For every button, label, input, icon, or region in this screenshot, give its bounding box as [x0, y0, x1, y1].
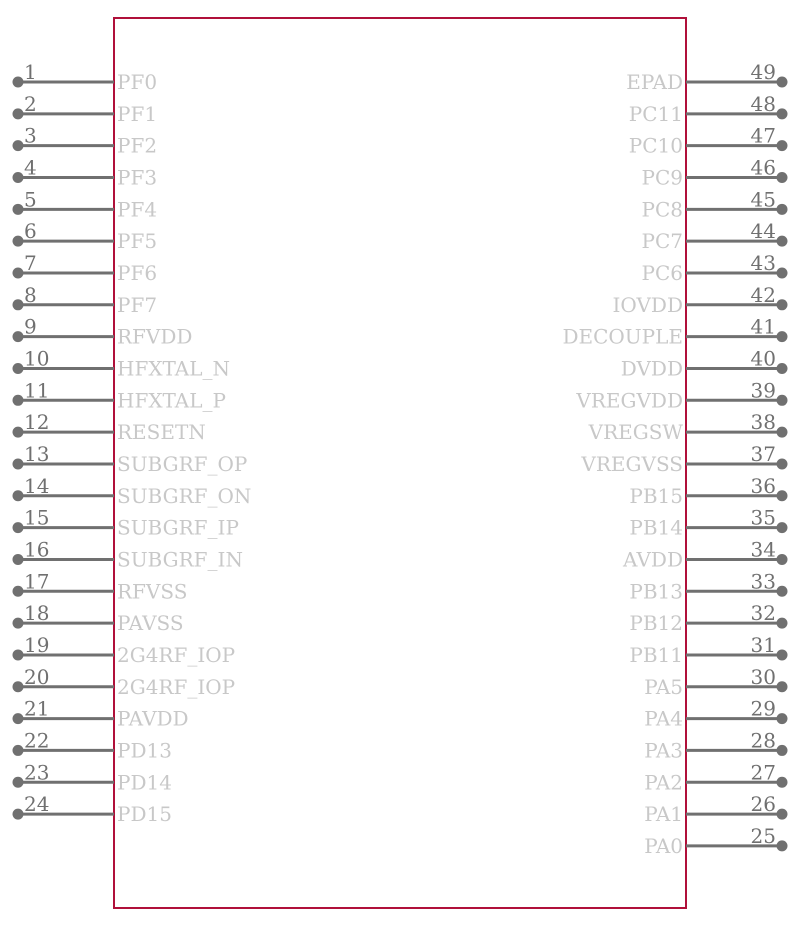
- pin-name: PF0: [117, 70, 158, 94]
- left-pin-group: [13, 60, 252, 826]
- pin-endpoint-dot: [777, 363, 788, 374]
- pin-7: [13, 251, 158, 285]
- pin-name: PF3: [117, 165, 158, 190]
- pin-number: 14: [24, 473, 50, 498]
- pin-name: RFVDD: [117, 324, 193, 349]
- pin-endpoint-dot: [777, 777, 788, 788]
- pin-number: 8: [24, 282, 37, 307]
- pin-27: [644, 760, 787, 794]
- pin-name: PA0: [644, 833, 683, 858]
- pin-name: PA5: [644, 674, 683, 699]
- pin-name: PC6: [641, 260, 683, 285]
- pin-number: 27: [750, 760, 776, 785]
- pin-endpoint-dot: [777, 77, 788, 88]
- pin-number: 26: [750, 792, 776, 817]
- pin-number: 9: [24, 314, 37, 339]
- pin-21: [13, 697, 189, 731]
- pin-37: [580, 442, 787, 476]
- pin-name: PF2: [117, 133, 158, 158]
- pin-name: PF4: [117, 197, 158, 222]
- pin-name: PC11: [628, 101, 683, 126]
- pin-name: RFVSS: [117, 579, 188, 604]
- pin-40: [621, 346, 788, 380]
- pin-5: [13, 187, 158, 221]
- pin-41: [562, 315, 787, 349]
- pin-43: [642, 251, 788, 285]
- pin-name: SUBGRF_OP: [117, 451, 248, 476]
- pin-28: [644, 728, 787, 762]
- pin-name: PF5: [117, 229, 158, 254]
- pin-number: 36: [750, 473, 776, 498]
- pin-name: RESETN: [117, 420, 206, 445]
- pin-endpoint-dot: [13, 299, 24, 310]
- pin-number: 22: [24, 728, 50, 753]
- pin-32: [629, 601, 787, 635]
- pin-number: 13: [24, 441, 50, 466]
- pin-endpoint-dot: [13, 618, 24, 629]
- pin-number: 44: [750, 219, 776, 244]
- pin-endpoint-dot: [777, 522, 788, 533]
- pin-number: 2: [24, 91, 37, 116]
- pin-name: PAVDD: [117, 706, 189, 731]
- pin-44: [642, 219, 788, 253]
- pin-endpoint-dot: [13, 395, 24, 406]
- pin-name: VREGVDD: [576, 388, 683, 413]
- pin-number: 5: [24, 187, 37, 212]
- pin-number: 11: [24, 378, 50, 403]
- pin-46: [642, 155, 788, 189]
- pin-endpoint-dot: [13, 267, 24, 278]
- pin-name: SUBGRF_IP: [117, 515, 239, 540]
- pin-name: PC9: [641, 165, 683, 190]
- pin-number: 7: [24, 250, 37, 275]
- pin-number: 28: [750, 728, 776, 753]
- pin-endpoint-dot: [13, 427, 24, 438]
- pin-endpoint-dot: [777, 649, 788, 660]
- pin-endpoint-dot: [777, 395, 788, 406]
- pin-name: PAVSS: [117, 611, 184, 636]
- pin-endpoint-dot: [777, 586, 788, 597]
- pin-19: [13, 633, 236, 667]
- pin-number: 41: [750, 314, 776, 339]
- pin-number: 42: [750, 282, 776, 307]
- pin-1: [13, 60, 158, 94]
- pin-endpoint-dot: [777, 458, 788, 469]
- pin-16: [13, 537, 243, 571]
- pin-endpoint-dot: [13, 777, 24, 788]
- pin-number: 4: [24, 155, 37, 180]
- pin-30: [644, 665, 787, 699]
- pin-endpoint-dot: [13, 204, 24, 215]
- pin-number: 29: [750, 696, 776, 721]
- pin-45: [642, 187, 788, 221]
- pin-endpoint-dot: [13, 458, 24, 469]
- pin-number: 19: [24, 632, 50, 657]
- pin-name: PC10: [628, 133, 683, 158]
- pin-endpoint-dot: [777, 108, 788, 119]
- pin-34: [622, 537, 787, 571]
- pin-name: PA1: [644, 802, 683, 827]
- pin-name: SUBGRF_ON: [117, 483, 252, 508]
- pin-number: 46: [750, 155, 776, 180]
- pin-name: PD14: [117, 770, 172, 795]
- pin-6: [13, 219, 158, 253]
- pin-endpoint-dot: [777, 713, 788, 724]
- pin-23: [13, 760, 172, 794]
- pin-number: 12: [24, 410, 50, 435]
- pin-49: [626, 60, 787, 94]
- pin-name: SUBGRF_IN: [117, 547, 243, 572]
- pin-endpoint-dot: [13, 809, 24, 820]
- pin-18: [13, 601, 184, 635]
- pin-endpoint-dot: [13, 490, 24, 501]
- pin-name: PA4: [644, 706, 683, 731]
- pin-20: [13, 665, 236, 699]
- pin-39: [575, 378, 787, 412]
- pin-endpoint-dot: [13, 236, 24, 247]
- pin-endpoint-dot: [13, 745, 24, 756]
- pin-24: [13, 792, 172, 826]
- pin-13: [13, 442, 248, 476]
- pin-number: 1: [24, 60, 37, 84]
- pin-22: [13, 728, 172, 762]
- pin-endpoint-dot: [777, 840, 788, 851]
- pin-name: PD13: [117, 738, 172, 763]
- pin-number: 39: [750, 378, 776, 403]
- pin-number: 38: [750, 410, 776, 435]
- pin-endpoint-dot: [777, 490, 788, 501]
- pin-25: [644, 824, 787, 858]
- pin-number: 35: [750, 505, 776, 530]
- pin-name: DVDD: [620, 356, 683, 381]
- pin-name: PB15: [629, 483, 683, 508]
- pin-name: PF6: [117, 260, 158, 285]
- pin-name: AVDD: [623, 547, 683, 572]
- pin-endpoint-dot: [13, 586, 24, 597]
- pin-number: 23: [24, 760, 50, 785]
- pin-name: PF7: [117, 292, 158, 317]
- pin-number: 10: [24, 346, 50, 371]
- pin-name: HFXTAL_P: [117, 388, 226, 413]
- pin-14: [13, 474, 252, 508]
- pin-number: 6: [24, 219, 37, 244]
- pin-29: [644, 697, 787, 731]
- pin-endpoint-dot: [777, 172, 788, 183]
- pin-name: PD15: [117, 802, 172, 827]
- pin-number: 17: [24, 569, 50, 594]
- pin-17: [13, 569, 188, 603]
- pin-endpoint-dot: [13, 108, 24, 119]
- pin-number: 47: [750, 123, 776, 148]
- pin-name: PC8: [641, 197, 683, 222]
- pin-number: 32: [750, 601, 776, 626]
- pin-number: 33: [750, 569, 776, 594]
- pin-35: [629, 506, 787, 540]
- pin-name: PB13: [629, 579, 683, 604]
- pin-11: [13, 378, 226, 412]
- pin-48: [629, 92, 788, 126]
- pin-36: [629, 474, 787, 508]
- pin-endpoint-dot: [13, 554, 24, 565]
- pin-endpoint-dot: [777, 809, 788, 820]
- pin-number: 31: [750, 632, 776, 657]
- pin-name: IOVDD: [612, 292, 683, 317]
- pin-4: [13, 155, 158, 189]
- pin-name: PB11: [629, 642, 683, 667]
- pin-number: 40: [750, 346, 776, 371]
- right-pin-group: [562, 60, 787, 858]
- pin-name: HFXTAL_N: [117, 356, 231, 381]
- pin-name: PC7: [641, 229, 683, 254]
- pin-endpoint-dot: [13, 363, 24, 374]
- pin-name: PB14: [629, 515, 683, 540]
- pin-3: [13, 124, 158, 158]
- pin-10: [13, 346, 231, 380]
- pin-number: 49: [750, 60, 776, 84]
- pin-26: [644, 792, 787, 826]
- pin-42: [613, 283, 788, 317]
- pin-31: [629, 633, 787, 667]
- pin-number: 45: [750, 187, 776, 212]
- pin-endpoint-dot: [13, 649, 24, 660]
- pin-name: EPAD: [626, 70, 683, 94]
- pin-number: 37: [750, 441, 776, 466]
- pin-name: 2G4RF_IOP: [117, 674, 236, 699]
- pin-number: 43: [750, 250, 776, 275]
- pin-9: [13, 315, 193, 349]
- pin-endpoint-dot: [777, 618, 788, 629]
- pin-47: [629, 124, 788, 158]
- pin-number: 30: [750, 664, 776, 689]
- pin-8: [13, 283, 158, 317]
- pin-number: 18: [24, 601, 50, 626]
- pin-endpoint-dot: [777, 204, 788, 215]
- pin-number: 3: [24, 123, 37, 148]
- pin-endpoint-dot: [777, 681, 788, 692]
- pin-name: DECOUPLE: [562, 324, 683, 349]
- pin-endpoint-dot: [13, 681, 24, 692]
- pin-number: 20: [24, 664, 50, 689]
- pin-endpoint-dot: [13, 331, 24, 342]
- pin-endpoint-dot: [777, 299, 788, 310]
- pin-number: 16: [24, 537, 50, 562]
- pin-name: PA2: [644, 770, 683, 795]
- pin-number: 25: [750, 823, 776, 848]
- pin-15: [13, 506, 239, 540]
- pin-endpoint-dot: [777, 427, 788, 438]
- pin-name: VREGVSS: [581, 451, 683, 476]
- pin-number: 48: [750, 91, 776, 116]
- pin-name: PA3: [644, 738, 683, 763]
- pin-number: 21: [24, 696, 50, 721]
- pin-endpoint-dot: [13, 140, 24, 151]
- pin-name: PB12: [629, 611, 683, 636]
- pin-12: [13, 410, 206, 444]
- pin-number: 24: [24, 792, 50, 817]
- pin-number: 15: [24, 505, 50, 530]
- pin-endpoint-dot: [13, 713, 24, 724]
- pin-endpoint-dot: [13, 522, 24, 533]
- pin-name: VREGSW: [588, 420, 683, 445]
- pin-endpoint-dot: [777, 140, 788, 151]
- pin-2: [13, 92, 158, 126]
- pin-33: [629, 569, 787, 603]
- pin-name: PF1: [117, 101, 158, 126]
- pin-endpoint-dot: [777, 236, 788, 247]
- pin-name: 2G4RF_IOP: [117, 642, 236, 667]
- pin-endpoint-dot: [13, 172, 24, 183]
- pin-endpoint-dot: [777, 745, 788, 756]
- pin-number: 34: [750, 537, 776, 562]
- pin-endpoint-dot: [777, 331, 788, 342]
- pin-endpoint-dot: [777, 554, 788, 565]
- pin-endpoint-dot: [13, 77, 24, 88]
- pin-38: [588, 410, 788, 444]
- pin-endpoint-dot: [777, 267, 788, 278]
